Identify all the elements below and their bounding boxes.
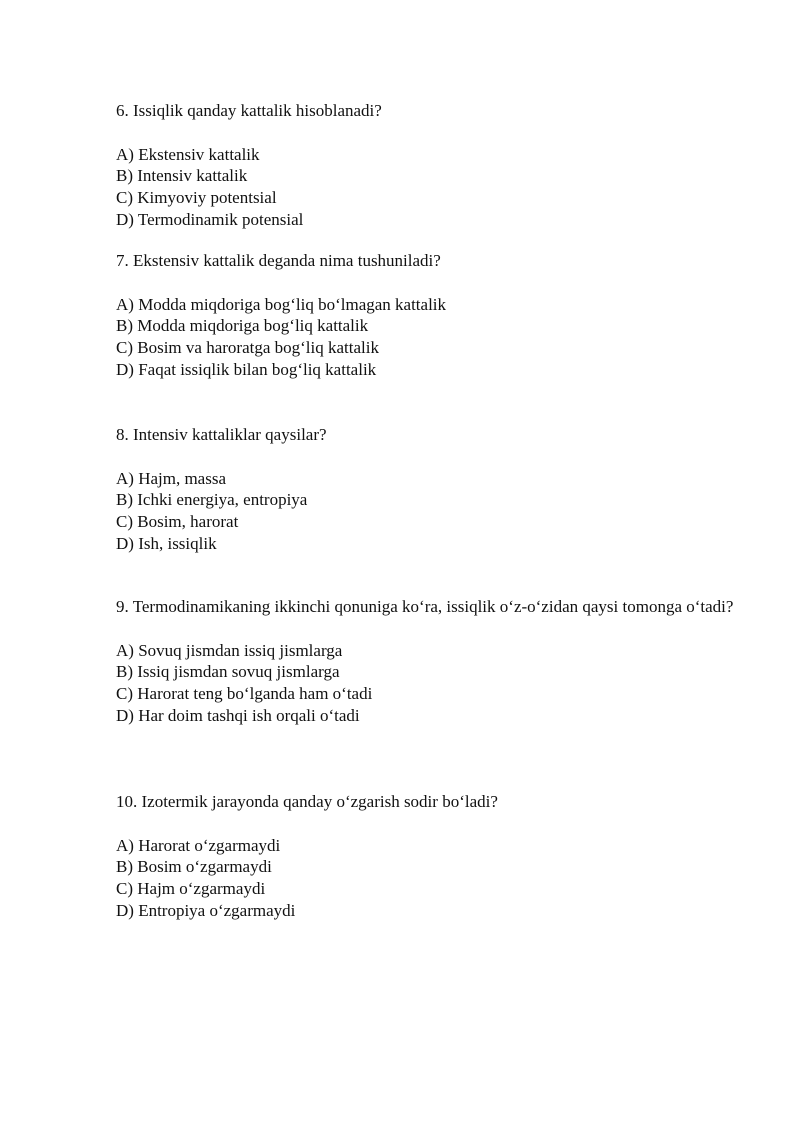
question-text: 8. Intensiv kattaliklar qaysilar? xyxy=(116,425,327,444)
question-text: 10. Izotermik jarayonda qanday o‘zgarish sodir bo‘ladi? xyxy=(116,792,498,811)
question-text: 9. Termodinamikaning ikkinchi qonuniga ko‘ra, issiqlik o‘z-o‘zidan qaysi tomonga o‘tadi? xyxy=(116,597,734,616)
answer-options xyxy=(116,294,756,381)
question-6 xyxy=(116,100,756,230)
question-10 xyxy=(116,791,756,921)
option-a: A) Sovuq jismdan issiq jismlarga xyxy=(116,640,343,660)
option-d: D) Har doim tashqi ish orqali o‘tadi xyxy=(116,705,360,725)
answer-options xyxy=(116,835,756,922)
option-b: B) Intensiv kattalik xyxy=(116,166,248,186)
option-b: B) Issiq jismdan sovuq jismlarga xyxy=(116,662,340,682)
option-b: B) Ichki energiya, entropiya xyxy=(116,490,308,510)
answer-options xyxy=(116,468,756,555)
option-c: C) Bosim, harorat xyxy=(116,511,239,531)
option-c: C) Harorat teng bo‘lganda ham o‘tadi xyxy=(116,683,373,703)
option-b: B) Modda miqdoriga bog‘liq kattalik xyxy=(116,316,369,336)
question-8 xyxy=(116,424,756,554)
option-c: C) Bosim va haroratga bog‘liq kattalik xyxy=(116,337,379,357)
question-7 xyxy=(116,250,756,380)
option-c: C) Hajm o‘zgarmaydi xyxy=(116,878,266,898)
question-text: 6. Issiqlik qanday kattalik hisoblanadi? xyxy=(116,101,382,120)
option-a: A) Ekstensiv kattalik xyxy=(116,144,260,164)
option-a: A) Harorat o‘zgarmaydi xyxy=(116,835,281,855)
question-9 xyxy=(116,596,756,726)
answer-options xyxy=(116,144,756,231)
answer-options xyxy=(116,640,756,727)
option-d: D) Termodinamik potensial xyxy=(116,209,304,229)
option-d: D) Ish, issiqlik xyxy=(116,533,217,553)
option-d: D) Faqat issiqlik bilan bog‘liq kattalik xyxy=(116,359,377,379)
option-d: D) Entropiya o‘zgarmaydi xyxy=(116,900,296,920)
option-b: B) Bosim o‘zgarmaydi xyxy=(116,857,272,877)
question-text: 7. Ekstensiv kattalik deganda nima tushuniladi? xyxy=(116,251,441,270)
option-a: A) Hajm, massa xyxy=(116,468,227,488)
option-c: C) Kimyoviy potentsial xyxy=(116,187,277,207)
option-a: A) Modda miqdoriga bog‘liq bo‘lmagan kattalik xyxy=(116,294,447,314)
